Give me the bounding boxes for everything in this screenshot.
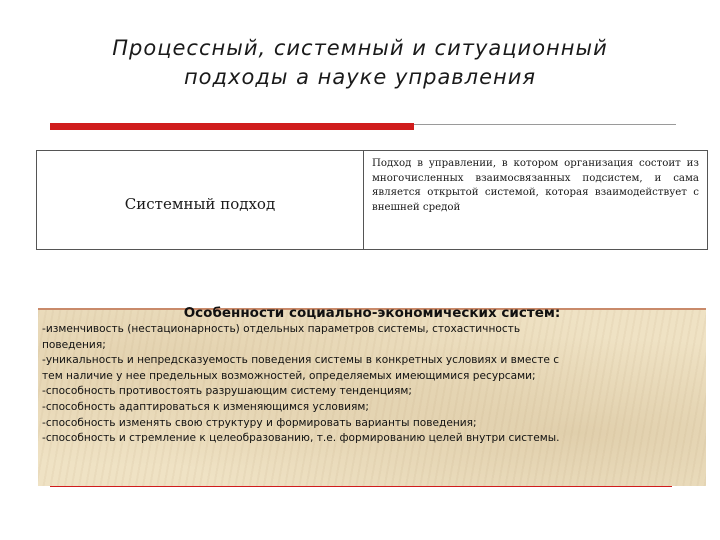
- definition-table: [36, 150, 708, 250]
- features-line: -изменчивость (нестационарность) отдельных параметров системы, стохастичность: [42, 323, 521, 335]
- features-line: поведения;: [42, 338, 106, 351]
- features-title: Особенности социально-экономических систем:: [183, 305, 561, 321]
- features-line: -уникальность и непредсказуемость поведения системы в конкретных условиях и вместе с: [42, 354, 560, 367]
- features-line: -способность адаптироваться к изменяющимся условиям;: [42, 400, 369, 413]
- title-underline-gray: [414, 124, 676, 125]
- slide-title-line-1: Процессный, системный и ситуационный: [112, 36, 608, 60]
- features-line: -способность и стремление к целеобразованию, т.е. формированию целей внутри системы.: [42, 432, 560, 445]
- features-line: -способность противостоять разрушающим систему тенденциям;: [42, 385, 412, 398]
- slide-title-line-2: подходы а науке управления: [183, 65, 537, 89]
- definition-description: Подход в управлении, в котором организация состоит из многочисленных взаимосвязанных подсистем, и сама является открытой системой, которая взаимодействует с внешней средой: [372, 158, 699, 213]
- features-line: -способность изменять свою структуру и формировать варианты поведения;: [42, 416, 477, 429]
- definition-term: Системный подход: [37, 151, 364, 249]
- features-line: тем наличие у нее предельных возможностей, определяемых имеющимися ресурсами;: [42, 369, 536, 382]
- title-underline-red: [50, 123, 414, 130]
- features-panel: [38, 305, 706, 486]
- features-list: [38, 322, 706, 447]
- bottom-divider: [50, 486, 672, 487]
- slide-title: [30, 34, 690, 92]
